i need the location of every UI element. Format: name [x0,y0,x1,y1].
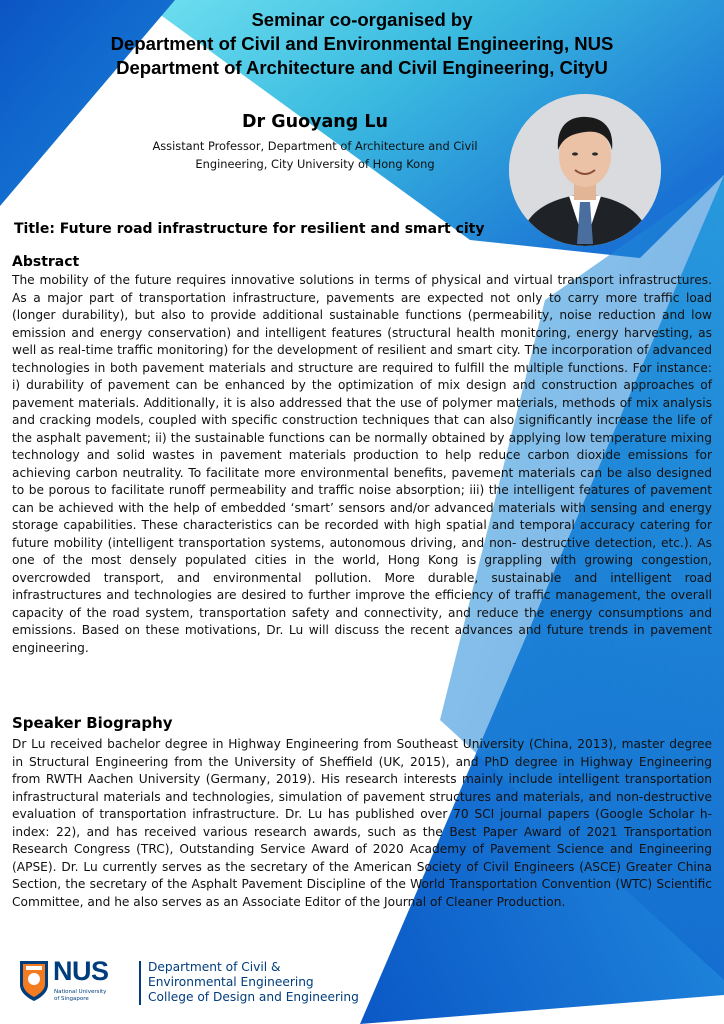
speaker-position [120,137,510,173]
header-line-1: Seminar co-organised by [251,9,473,30]
speaker-photo [509,94,661,246]
nus-crest-icon [18,959,50,1003]
speaker-position-line-2: Engineering, City University of Hong Kong [195,157,435,171]
footer-department [148,960,359,1005]
seminar-header [0,8,724,80]
nus-subtitle-line-2: of Singapore [54,996,89,1002]
nus-subtitle-line-1: National University [54,989,107,995]
speaker-name: Dr Guoyang Lu [242,112,388,132]
abstract-text: The mobility of the future requires innovative solutions in terms of physical and virtual transport infrastructures. As a major part of transportation infrastructure, pavements are expected not only to carry more traffic load (longer durability), but also to provide additional sustainable functions (permeability, noise reduction and low emission and energy conservation) and intelligent features (structural health monitoring, energy harvesting, as well as real-time traffic monitoring) for the development of resilient and smart city. The incorporation of advanced technologies in both pavement materials and structure are required to fulfill the multiple functions. For instance: i) durability of pavement can be enhanced by the optimization of mix design and construction approaches of pavement materials. Additionally, it is also addressed that the use of polymer materials, methods of mix analysis and cracking models, coupled with specific construction techniques that can also significantly increase the life of the asphalt pavement; ii) the sustainable functions can be normally obtained by applying low temperature mixing technology and solid wastes in pavement materials production to help reduce carbon dioxide emissions for achieving carbon neutrality. To facilitate more environmental benefits, pavement materials can be also designed to be porous to facilitate runoff permeability and traffic noise absorption; iii) the intelligent features of pavement can be achieved with the help of embedded ‘smart’ sensors and/or advanced materials with sensing and energy storage capabilities. These characteristics can be recorded with high spatial and temporal accuracy catering for future mobility (intelligent transportation systems, autonomous driving, and non- destructive detection, etc.). As one of the most densely populated cities in the world, Hong Kong is grappling with growing congestion, overcrowded transport, and environmental pollution. More durable, sustainable and intelligent road infrastructures and technologies are desired to further improve the efficiency of traffic management, the overall capacity of the road system, transportation safety and connectivity, and reduce the energy consumptions and emissions. Based on these motivations, Dr. Lu will discuss the recent advances and future trends in pavement engineering. [12,273,712,655]
footer-divider [139,961,141,1005]
footer-dept-line-2: Environmental Engineering [148,975,314,989]
header-line-2: Department of Civil and Environmental Engineering, NUS [110,33,614,54]
talk-title: Title: Future road infrastructure for resilient and smart city [14,221,485,237]
biography-heading: Speaker Biography [12,714,173,732]
footer-logo [18,956,418,1009]
biography-text: Dr Lu received bachelor degree in Highway Engineering from Southeast University (China, 2013), master degree in Structural Engineering from the University of Sheffield (UK, 2015), and PhD degree in Highway Engineering from RWTH Aachen University (Germany, 2019). His research interests mainly include intelligent transportation infrastructural materials and technologies, simulation of pavement structures and materials, and non-destructive evaluation of transportation infrastructure. Dr. Lu has published over 70 SCI journal papers (Google Scholar h-index: 22), and has received various research awards, such as the Best Paper Award of 2021 Transportation Research Congress (TRC), Outstanding Service Award of 2020 Academy of Pavement Science and Engineering (APSE). Dr. Lu currently serves as the secretary of the American Society of Civil Engineers (ASCE) Greater China Section, the secretary of the Asphalt Pavement Discipline of the World Transportation Convention (WTC) Scientific Committee, and he also serves as an Associate Editor of the Journal of Cleaner Production. [12,737,712,909]
footer-dept-line-3: College of Design and Engineering [148,990,359,1004]
speaker-position-line-1: Assistant Professor, Department of Architecture and Civil [152,139,478,153]
nus-wordmark: NUS [53,956,109,986]
header-line-3: Department of Architecture and Civil Engineering, CityU [116,57,608,78]
abstract-heading: Abstract [12,254,80,270]
nus-subtitle [54,989,114,1003]
speaker-portrait-icon [509,94,661,246]
footer-dept-line-1: Department of Civil & [148,960,281,974]
